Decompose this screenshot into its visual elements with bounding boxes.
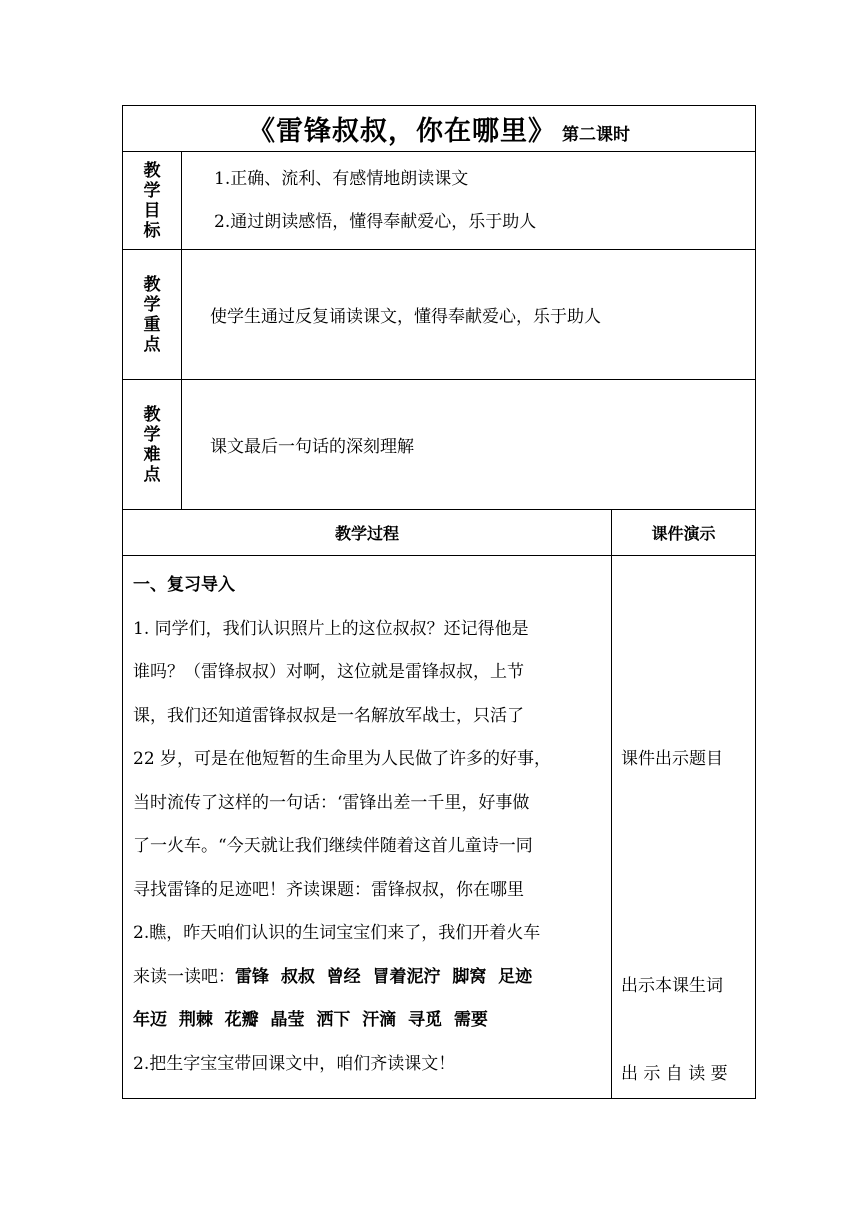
vocabulary-words: 雷锋 叔叔 曾经 冒着泥泞 脚窝 足迹	[235, 966, 533, 987]
courseware-content	[612, 556, 756, 1099]
paragraph-line: 了一火车。“今天就让我们继续伴随着这首儿童诗一同	[133, 836, 533, 856]
goals-label: 教 学 目 标	[123, 152, 182, 250]
paragraph-line	[133, 956, 603, 1000]
paragraph-line: 22 岁，可是在他短暂的生命里为人民做了许多的好事，	[133, 749, 552, 769]
paragraph-line: 课，我们还知道雷锋叔叔是一名解放军战士，只活了	[133, 705, 524, 726]
courseware-item: 课件出示题目	[621, 749, 723, 769]
title-sub: 第二课时	[562, 125, 631, 145]
courseware-item: 出 示 自 读 要	[621, 1064, 728, 1084]
process-content	[123, 556, 612, 1099]
goal-item: 1.正确、流利、有感情地朗读课文	[214, 168, 469, 189]
paragraph-line: 2.瞧，昨天咱们认识的生词宝宝们来了，我们开着火车	[133, 923, 541, 943]
paragraph-line: 1. 同学们，我们认识照片上的这位叔叔？还记得他是	[133, 618, 529, 639]
courseware-item: 出示本课生词	[621, 976, 723, 996]
difficulty-text: 课文最后一句话的深刻理解	[182, 380, 756, 510]
lesson-plan-table	[122, 105, 755, 1100]
paragraph-line: 寻找雷锋的足迹吧！齐读课题：雷锋叔叔，你在哪里	[133, 879, 524, 900]
words-prefix: 来读一读吧：	[133, 966, 235, 987]
key-point-label: 教 学 重 点	[123, 250, 182, 380]
difficulty-label: 教 学 难 点	[123, 380, 182, 510]
paragraph-line: 2.把生字宝宝带回课文中，咱们齐读课文！	[133, 1053, 456, 1074]
courseware-header: 课件演示	[612, 510, 756, 556]
lesson-title	[123, 106, 756, 152]
vocabulary-words: 年迈 荆棘 花瓣 晶莹 洒下 汗滴 寻觅 需要	[133, 1010, 488, 1030]
key-point-text: 使学生通过反复诵读课文，懂得奉献爱心，乐于助人	[182, 250, 756, 380]
section-heading: 一、复习导入	[133, 575, 235, 595]
paragraph-line: 当时流传了这样的一句话：‘雷锋出差一千里，好事做	[133, 792, 530, 813]
paragraph-line: 谁吗？（雷锋叔叔）对啊，这位就是雷锋叔叔，上节	[133, 662, 524, 682]
goals-content	[182, 152, 756, 250]
goal-item: 2.通过朗读感悟，懂得奉献爱心，乐于助人	[214, 211, 537, 232]
title-main: 《雷锋叔叔，你在哪里》	[248, 116, 557, 147]
process-header: 教学过程	[123, 510, 612, 556]
paragraph-line	[133, 999, 603, 1043]
